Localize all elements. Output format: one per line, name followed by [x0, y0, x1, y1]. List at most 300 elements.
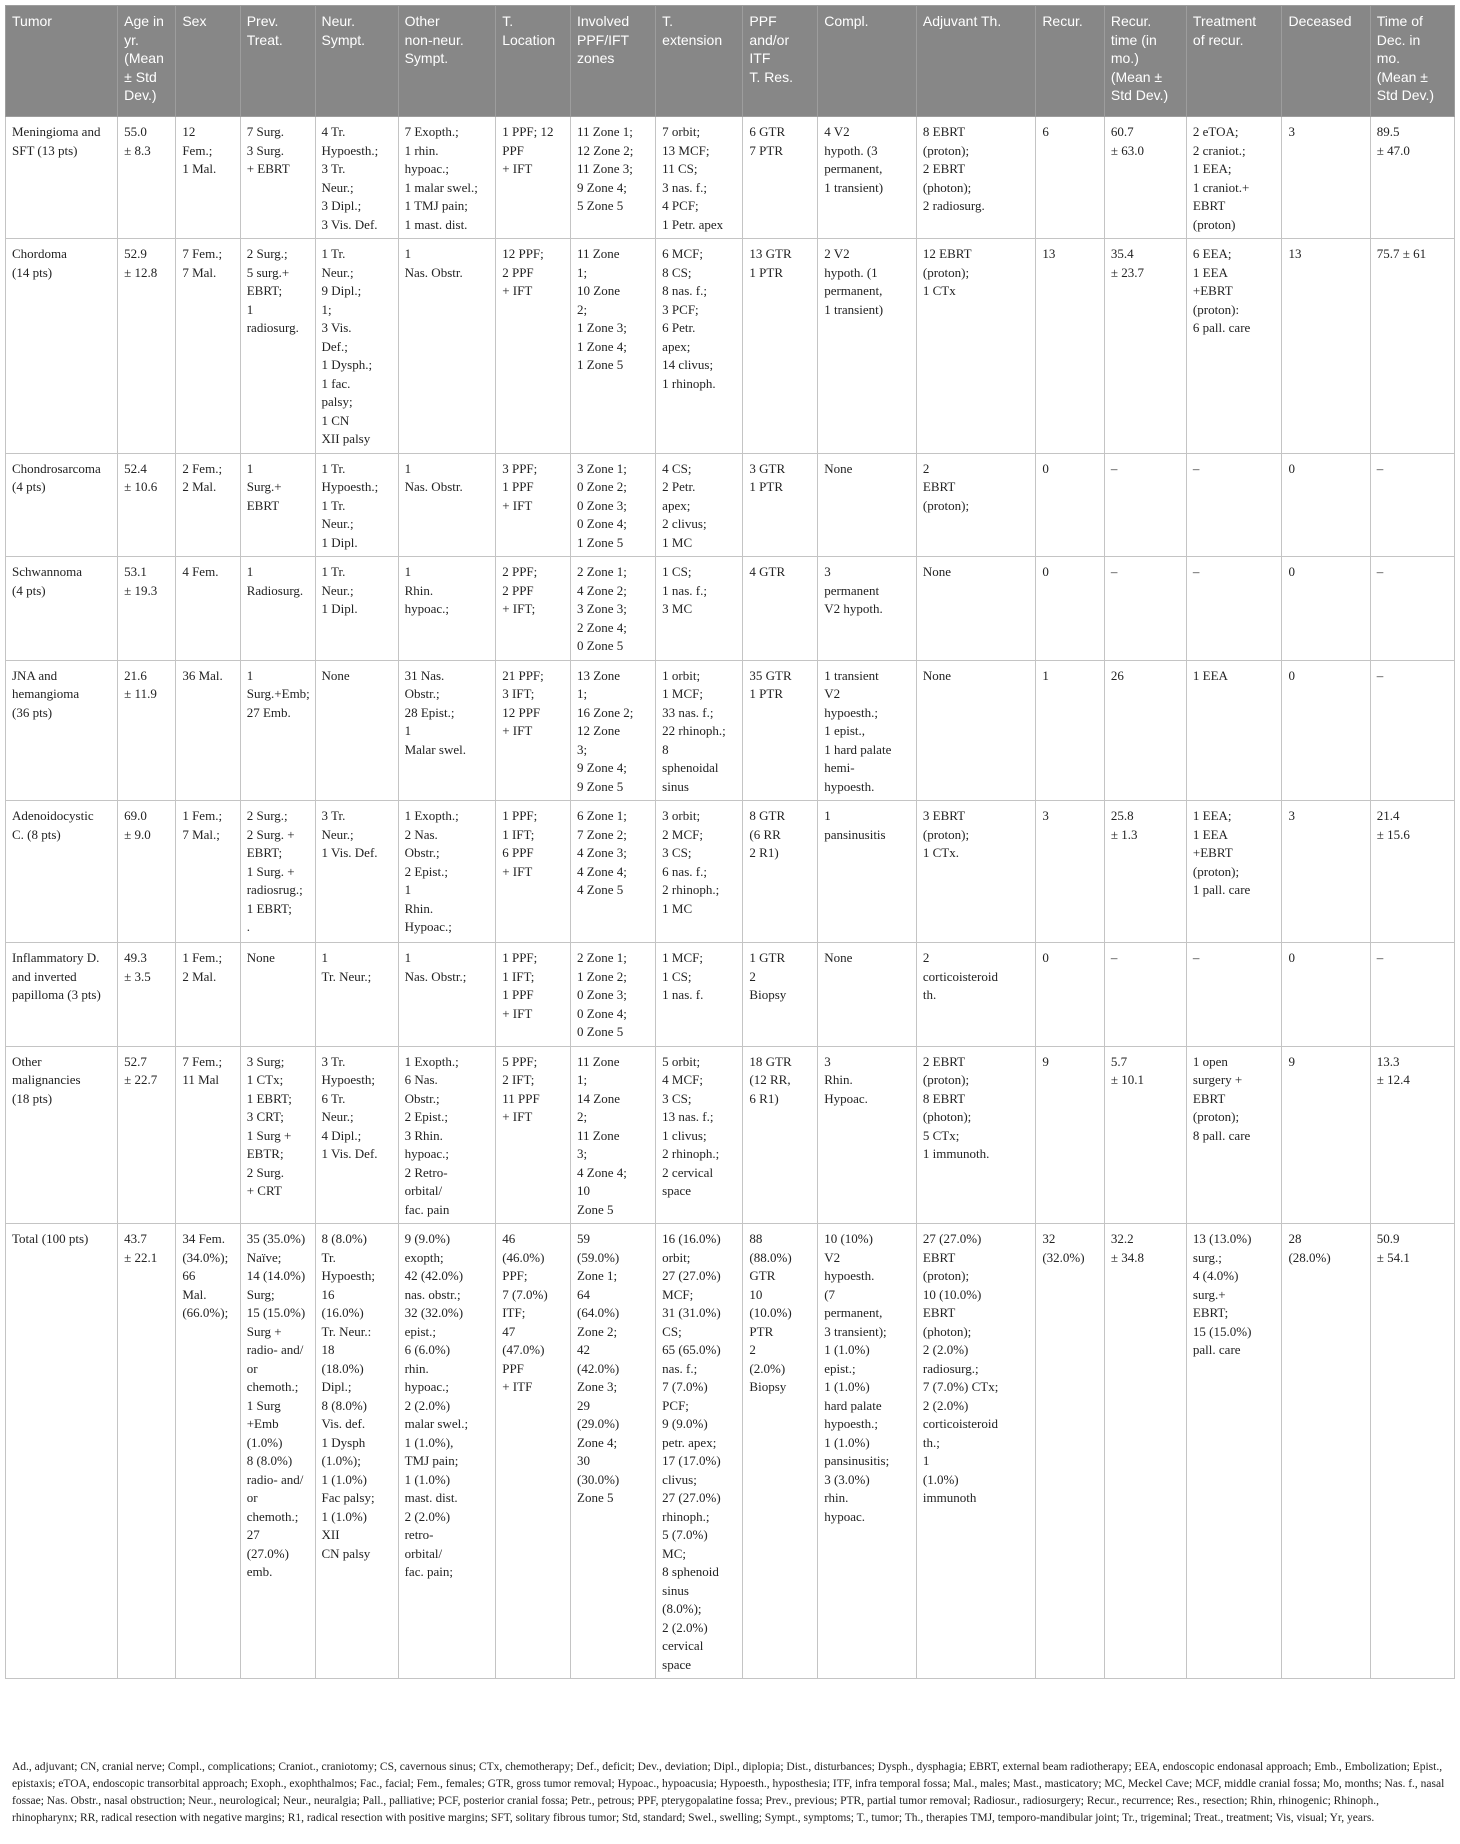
column-header — [1370, 6, 1454, 117]
cell-line: ITF; — [502, 1305, 526, 1320]
cell-line: 36 Mal. — [182, 667, 223, 683]
cell-line: non-neur. — [404, 31, 464, 48]
cell-line: 2 (2.0%) — [922, 1342, 969, 1357]
table-cell — [6, 660, 118, 801]
cell-line: Adjuvant Th. — [922, 13, 1002, 29]
table-cell — [118, 801, 176, 943]
cell-line: Prev. — [246, 13, 279, 29]
table-cell — [496, 943, 571, 1047]
cell-line: 1 — [404, 246, 412, 261]
cell-line: C. (8 pts) — [12, 826, 61, 842]
cell-line: 3; — [577, 741, 588, 757]
table-cell — [496, 117, 571, 239]
cell-line: 1 — [404, 882, 412, 897]
cell-line: orbital/ — [404, 1545, 443, 1561]
cell-line: 1 Fem.; — [182, 808, 223, 823]
table-cell — [1186, 453, 1282, 557]
table-cell — [1370, 801, 1454, 943]
cell-line: (14 pts) — [12, 264, 53, 280]
cell-line: papilloma (3 pts) — [12, 987, 101, 1002]
cell-line: ± 10.1 — [1110, 1072, 1144, 1087]
cell-line: ± 9.0 — [124, 826, 151, 842]
table-cell — [1282, 557, 1370, 661]
cell-line: 2 — [749, 968, 756, 984]
cell-line: 2 EBRT — [922, 1053, 966, 1069]
cell-line: 3 — [824, 1053, 831, 1069]
cell-line: Neur.; — [321, 516, 354, 531]
cell-line: 3; — [577, 1146, 588, 1161]
cell-line: hypoesth.; — [824, 704, 879, 720]
cell-line: 2 (2.0%) — [404, 1508, 451, 1524]
cell-line: (28.0%) — [1288, 1249, 1331, 1265]
cell-line: 3 Rhin. — [404, 1127, 443, 1143]
table-cell — [743, 1046, 818, 1224]
cell-line: Hypoac. — [824, 1090, 868, 1106]
cell-line: 1 hard palate — [824, 741, 892, 757]
cell-line: Neur. — [321, 13, 355, 29]
cell-line: 22 rhinoph.; — [662, 723, 726, 738]
cell-line: 33 nas. f.; — [662, 704, 714, 720]
cell-line: (30.0%) — [577, 1471, 620, 1487]
table-cell — [916, 557, 1035, 661]
cell-line: Neur.; — [321, 264, 354, 280]
table-cell — [176, 117, 240, 239]
cell-line: 8 nas. f.; — [662, 283, 707, 298]
cell-line: 2 Fem.; — [182, 460, 223, 476]
cell-line: 1 transient — [824, 667, 879, 683]
cell-line: hemangioma — [12, 686, 80, 701]
cell-line: 9 Zone 5 — [577, 778, 624, 794]
cell-line: 31 Nas. — [404, 667, 445, 683]
cell-line: 8 (8.0%) — [321, 1397, 367, 1413]
cell-line: 1 (1.0%) — [824, 1342, 870, 1357]
table-cell — [240, 557, 315, 661]
cell-line: 27 (27.0%) — [922, 1231, 982, 1246]
cell-line: 2 Zone 4; — [577, 619, 627, 635]
cell-line: Malar swel. — [404, 741, 466, 757]
cell-line: 6 EEA; — [1192, 246, 1232, 261]
cell-line: (proton): — [1192, 301, 1240, 317]
cell-line: 1 Surg — [246, 1397, 281, 1413]
table-row — [6, 117, 1455, 239]
cell-line: 1 Surg. + — [246, 863, 295, 879]
cell-line: 1 CTx. — [922, 845, 959, 860]
cell-line: Surg; — [246, 1286, 275, 1302]
cell-line: 1 Dipl. — [321, 601, 358, 616]
cell-line: epist.; — [404, 1323, 437, 1339]
table-cell — [118, 1046, 176, 1224]
cell-line: 13 — [1288, 246, 1302, 261]
cell-line: 52.4 — [124, 460, 147, 476]
cell-line: and inverted — [12, 968, 77, 984]
cell-line: 5 (7.0%) — [662, 1527, 708, 1542]
table-row — [6, 1224, 1455, 1679]
cell-line: 2 Petr. — [662, 479, 696, 494]
table-cell — [118, 453, 176, 557]
cell-line: + CRT — [246, 1183, 282, 1198]
cell-line: 10 (10%) — [824, 1231, 873, 1246]
column-header — [743, 6, 818, 117]
cell-line: 11 Zone — [577, 1053, 620, 1069]
cell-line: 1 Zone 5 — [577, 357, 624, 372]
table-cell — [1036, 1224, 1105, 1679]
table-cell — [1282, 1046, 1370, 1224]
cell-line: (42.0%) — [577, 1360, 620, 1376]
cell-line: ± 10.6 — [124, 479, 158, 494]
cell-line: chemoth.; — [246, 1379, 299, 1394]
cell-line: 25.8 — [1110, 808, 1134, 823]
table-cell — [916, 239, 1035, 454]
cell-line: 6 GTR — [749, 124, 786, 139]
cell-line: 52.9 — [124, 246, 147, 261]
cell-line: permanent — [824, 582, 880, 598]
cell-line: 1 MC — [662, 534, 693, 550]
cell-line: Zone 5 — [577, 1490, 614, 1505]
cell-line: 2 V2 — [824, 246, 850, 261]
cell-line: 1 Fem.; — [182, 950, 223, 965]
cell-line: 2 Retro- — [404, 1164, 448, 1180]
cell-line: ± Std — [124, 68, 157, 85]
column-header — [398, 6, 496, 117]
cell-line: 2 rhinoph.; — [662, 882, 720, 897]
cell-line: T. — [502, 13, 514, 29]
cell-line: 2 — [922, 460, 930, 476]
cell-line: 4 Zone 3; — [577, 845, 627, 860]
cell-line: 7 (7.0%) — [502, 1286, 548, 1302]
cell-line: 1 (1.0%) — [321, 1471, 367, 1487]
cell-line: 0 — [1042, 950, 1049, 965]
table-cell — [315, 1046, 398, 1224]
cell-line: 1 EEA; — [1192, 808, 1232, 823]
column-header — [6, 6, 118, 117]
cell-line: Involved — [577, 13, 630, 29]
cell-line: 12 EBRT — [922, 246, 972, 261]
table-cell — [1370, 943, 1454, 1047]
table-row — [6, 943, 1455, 1047]
cell-line: Deceased — [1288, 13, 1352, 29]
cell-line: 1 — [824, 808, 831, 823]
table-cell — [240, 117, 315, 239]
cell-line: (proton); — [922, 497, 970, 513]
table-cell — [743, 117, 818, 239]
table-cell — [1036, 453, 1105, 557]
cell-line: EBRT — [922, 1305, 956, 1320]
cell-line: (proton); — [1192, 1109, 1240, 1124]
cell-line: EBRT — [1192, 1090, 1226, 1106]
table-cell — [571, 1224, 656, 1679]
column-header — [1186, 6, 1282, 117]
table-cell — [398, 557, 496, 661]
cell-line: 1 Tr. — [321, 497, 346, 513]
cell-line: 7 Mal.; — [182, 826, 220, 842]
cell-line: Other — [404, 13, 440, 29]
cell-line: 1 CTx — [922, 283, 956, 298]
cell-line: (46.0%) — [502, 1249, 545, 1265]
cell-line: permanent, — [824, 1305, 883, 1320]
cell-line: 3 Zone 1; — [577, 460, 627, 476]
cell-line: Obstr.; — [404, 845, 440, 860]
cell-line: JNA and — [12, 667, 58, 683]
cell-line: Nas. Obstr.; — [404, 968, 467, 984]
cell-line: 9 Zone 4; — [577, 179, 627, 195]
table-cell — [571, 557, 656, 661]
cell-line: Tr. — [321, 1249, 336, 1265]
cell-line: 2 (2.0%) — [404, 1397, 451, 1413]
cell-line: 3 Tr. — [321, 161, 346, 176]
cell-line: ± 34.8 — [1110, 1249, 1144, 1265]
cell-line: 8 CS; — [662, 264, 692, 280]
cell-line: 16 — [321, 1286, 335, 1302]
cell-line: TMJ pain; — [404, 1453, 459, 1468]
cell-line: 2; — [577, 301, 588, 317]
cell-line: 1 (1.0%) — [404, 1471, 451, 1487]
cell-line: T. — [662, 13, 674, 29]
cell-line: T. Res. — [749, 68, 793, 85]
cell-line: 1 rhinoph. — [662, 375, 716, 391]
table-cell — [656, 801, 743, 943]
cell-line: 7 Fem.; — [182, 1053, 223, 1069]
cell-line: 4 PCF; — [662, 198, 699, 213]
cell-line: 35 GTR — [749, 667, 792, 683]
cell-line: (1.0%); — [321, 1453, 361, 1468]
cell-line: EBRT — [922, 1249, 956, 1265]
cell-line: 11 Zone — [577, 246, 620, 261]
cell-line: 7 (7.0%) CTx; — [922, 1379, 999, 1394]
cell-line: 9 (9.0%) — [404, 1231, 451, 1246]
cell-line: (32.0%) — [1042, 1249, 1085, 1265]
cell-line: 0 — [1288, 950, 1295, 965]
table-row — [6, 660, 1455, 801]
cell-line: (6 RR — [749, 826, 781, 842]
header-row — [6, 6, 1455, 117]
table-cell — [176, 801, 240, 943]
cell-line: Chordoma — [12, 246, 67, 261]
cell-line: XII palsy — [321, 431, 371, 446]
cell-line: ± 47.0 — [1376, 142, 1410, 158]
table-cell — [398, 660, 496, 801]
cell-line: corticoisteroid — [922, 968, 998, 984]
cell-line: – — [1192, 460, 1200, 476]
cell-line: 1 — [246, 460, 254, 476]
cell-line: 0 Zone 5 — [577, 1024, 624, 1039]
cell-line: 35.4 — [1110, 246, 1134, 261]
cell-line: 7 Exopth.; — [404, 124, 459, 139]
table-footnote: Ad., adjuvant; CN, cranial nerve; Compl., complications; Craniot., craniotomy; CS, cavernous sinus; CTx, chemotherapy; Def., deficit; Dev., deviation; Dipl., diplopia; Dist., disturbances; Dysph., dysphagia; EBRT, external beam radiotherapy; EEA, endoscopic endonasal approach; Emb., Embolization; Epist., epistaxis; eTOA, endoscopic transorbital approach; Exoph., exophthalmos; Fac., facial; Fem., females; GTR, gross tumor removal; Hypoac., hypoacusia; Hypoesth., hyposthesia; ITF, infra temporal fossa; Mal., males; Mast., masticatory; MC, Meckel Cave; MCF, middle cranial fossa; Mo, months; Nas. f., nasal fossae; Nas. Obstr., nasal obstruction; Neur., neurological; Neur., neuralgia; Pall., palliative; PCF, posterior cranial fossa; Petr., petrous; PPF, pterygopalatine fossa; Prev., previous; PTR, partial tumor removal; Radiosur., radiosurgery; Recur., recurrence; Res., resection; Rhin, rhinogenic; Rhinoph., rhinopharynx; RR, radical resection with negative margins; R1, radical resection with positive margins; SFT, solitary fibrous tumor; Std, standard; Swel., swelling; Sympt., symptoms; T., tumor; Th., therapies TMJ, temporo-mandibular joint; Tr., trigeminal; Treat., treatment; Vis, visual; Yr, years. — [12, 1761, 1445, 1824]
table-header — [6, 6, 1455, 117]
cell-line: or — [246, 1360, 258, 1376]
cell-line: – — [1110, 564, 1118, 579]
cell-line: Tr. Neur.; — [321, 968, 372, 984]
cell-line: 1 PPF — [502, 987, 534, 1002]
cell-line: 9 (9.0%) — [662, 1416, 708, 1431]
cell-line: 31 (31.0%) — [662, 1305, 721, 1320]
cell-line: 1 MCF; — [662, 686, 703, 701]
table-cell — [176, 1224, 240, 1679]
column-header — [496, 6, 571, 117]
table-cell — [315, 117, 398, 239]
cell-line: (18.0%) — [321, 1360, 364, 1376]
table-cell — [496, 660, 571, 801]
cell-line: 64 — [577, 1286, 590, 1302]
cell-line: 1 — [246, 301, 254, 317]
cell-line: (7 — [824, 1286, 836, 1302]
cell-line: 1 epist., — [824, 723, 866, 738]
cell-line: Location — [502, 31, 556, 48]
cell-line: 32 (32.0%) — [404, 1305, 464, 1320]
cell-line: – — [1192, 564, 1200, 579]
cell-line: 1 fac. — [321, 375, 351, 391]
table-cell — [496, 453, 571, 557]
cell-line: ± 8.3 — [124, 142, 151, 158]
table-cell — [240, 453, 315, 557]
cell-line: Compl. — [824, 13, 869, 29]
cell-line: 1 Exopth.; — [404, 808, 459, 823]
table-cell — [6, 557, 118, 661]
cell-line: Time of — [1376, 13, 1423, 29]
cell-line: 11 Mal — [182, 1072, 220, 1087]
cell-line: (88.0%) — [749, 1249, 792, 1265]
cell-line: Zone 3; — [577, 1379, 618, 1394]
cell-line: – — [1192, 950, 1200, 965]
cell-line: 5 surg.+ — [246, 264, 290, 280]
cell-line: 8 (8.0%) — [246, 1453, 293, 1468]
cell-line: 6 PPF — [502, 845, 534, 860]
cell-line: 1 mast. dist. — [404, 216, 468, 232]
table-cell — [1104, 239, 1186, 454]
cell-line: rhinoph.; — [662, 1508, 710, 1524]
table-cell — [176, 943, 240, 1047]
cell-line: 1 Zone 3; — [577, 320, 627, 335]
cell-line: hypoac.; — [404, 161, 449, 176]
cell-line: 52.7 — [124, 1053, 147, 1069]
cell-line: Chondrosarcoma — [12, 460, 101, 476]
cell-line: 1 EEA — [1192, 826, 1228, 842]
cell-line: 1 PTR — [749, 686, 784, 701]
table-cell — [1104, 660, 1186, 801]
cell-line: 3 CS; — [662, 1090, 692, 1106]
cell-line: rhin. — [404, 1360, 429, 1376]
cell-line: (10.0%) — [749, 1305, 792, 1320]
cell-line: 8 sphenoid — [662, 1564, 719, 1579]
cell-line: 1 — [922, 1453, 930, 1468]
cell-line: 29 — [577, 1397, 590, 1413]
cell-line: 1 Tr. — [321, 246, 346, 261]
table-cell — [118, 239, 176, 454]
cell-line: 1 malar swel.; — [404, 179, 478, 195]
cell-line: Hypoesth.; — [321, 479, 379, 494]
cell-line: 3 PCF; — [662, 301, 699, 317]
cell-line: 1 immunoth. — [922, 1146, 990, 1161]
cell-line: fac. pain — [404, 1201, 450, 1217]
cell-line: 7 Mal. — [182, 264, 217, 280]
cell-line: None — [246, 950, 275, 965]
cell-line: 0 — [1288, 667, 1295, 683]
table-cell — [1036, 660, 1105, 801]
cell-line: 15 (15.0%) — [246, 1305, 306, 1320]
cell-line: 1 EEA — [1192, 667, 1228, 683]
cell-line: 2 Mal. — [182, 479, 217, 494]
cell-line: pansinusitis — [824, 826, 886, 842]
table-cell — [398, 239, 496, 454]
column-header — [176, 6, 240, 117]
table-cell — [6, 801, 118, 943]
cell-line: apex; — [662, 497, 691, 513]
cell-line: Rhin. — [824, 1072, 853, 1087]
cell-line: 1 (1.0%) — [321, 1508, 367, 1524]
cell-line: Dipl.; — [321, 1379, 352, 1394]
table-cell — [916, 453, 1035, 557]
cell-line: 4 (4.0%) — [1192, 1268, 1239, 1283]
cell-line: 1 Vis. Def. — [321, 1146, 378, 1161]
cell-line: 1 nas. f. — [662, 987, 704, 1002]
cell-line: 11 PPF — [502, 1090, 540, 1106]
cell-line: Tumor — [12, 13, 52, 29]
cell-line: (1.0%) — [246, 1434, 283, 1450]
table-cell — [315, 801, 398, 943]
cell-line: 1 TMJ pain; — [404, 198, 468, 213]
cell-line: 2 Epist.; — [404, 1109, 448, 1124]
cell-line: ± 23.7 — [1110, 264, 1144, 280]
cell-line: (photon); — [922, 1109, 972, 1124]
table-cell — [571, 239, 656, 454]
cell-line: zones — [577, 50, 615, 66]
table-cell — [6, 453, 118, 557]
cell-line: 4 CS; — [662, 460, 692, 476]
cell-line: 1 CN — [321, 412, 350, 428]
cell-line: 42 — [577, 1342, 590, 1357]
cell-line: 0 Zone 4; — [577, 1005, 627, 1021]
cell-line: 50.9 — [1376, 1231, 1400, 1246]
cell-line: + IFT — [502, 283, 533, 298]
table-cell — [6, 943, 118, 1047]
table-cell — [398, 117, 496, 239]
cell-line: 88 — [749, 1231, 763, 1246]
table-cell — [571, 801, 656, 943]
cell-line: 7 (7.0%) — [662, 1379, 708, 1394]
cell-line: exopth; — [404, 1249, 444, 1265]
cell-line: (proton) — [1192, 216, 1236, 232]
cell-line: +EBRT — [1192, 283, 1233, 298]
cell-line: + IFT — [502, 1109, 533, 1124]
cell-line: + IFT — [502, 161, 533, 176]
cell-line: Zone 1; — [577, 1268, 618, 1283]
cell-line: space — [662, 1656, 692, 1672]
cell-line: Sex — [182, 13, 207, 29]
cell-line: (photon); — [922, 1323, 972, 1339]
cell-line: . — [246, 919, 250, 934]
cell-line: EBRT — [1192, 198, 1226, 213]
table-cell — [398, 1046, 496, 1224]
cell-line: Rhin. — [404, 900, 434, 916]
table-cell — [398, 943, 496, 1047]
cell-line: 6 nas. f.; — [662, 863, 707, 879]
cell-line: 4 GTR — [749, 564, 786, 579]
table-cell — [398, 453, 496, 557]
cell-line: 27 Emb. — [246, 704, 291, 720]
cell-line: +Emb — [246, 1416, 279, 1431]
cell-line: 30 — [577, 1453, 590, 1468]
cell-line: ± 12.8 — [124, 264, 158, 280]
cell-line: PPF/IFT — [577, 31, 630, 48]
cell-line: 4 Zone 4; — [577, 863, 627, 879]
cell-line: 4 Zone 4; — [577, 1164, 627, 1180]
cell-line: 3 Dipl.; — [321, 198, 362, 213]
cell-line: radiosurg. — [246, 320, 299, 335]
table-cell — [818, 239, 917, 454]
column-header — [240, 6, 315, 117]
table-cell — [398, 801, 496, 943]
cell-line: 2 Surg.; — [246, 246, 288, 261]
